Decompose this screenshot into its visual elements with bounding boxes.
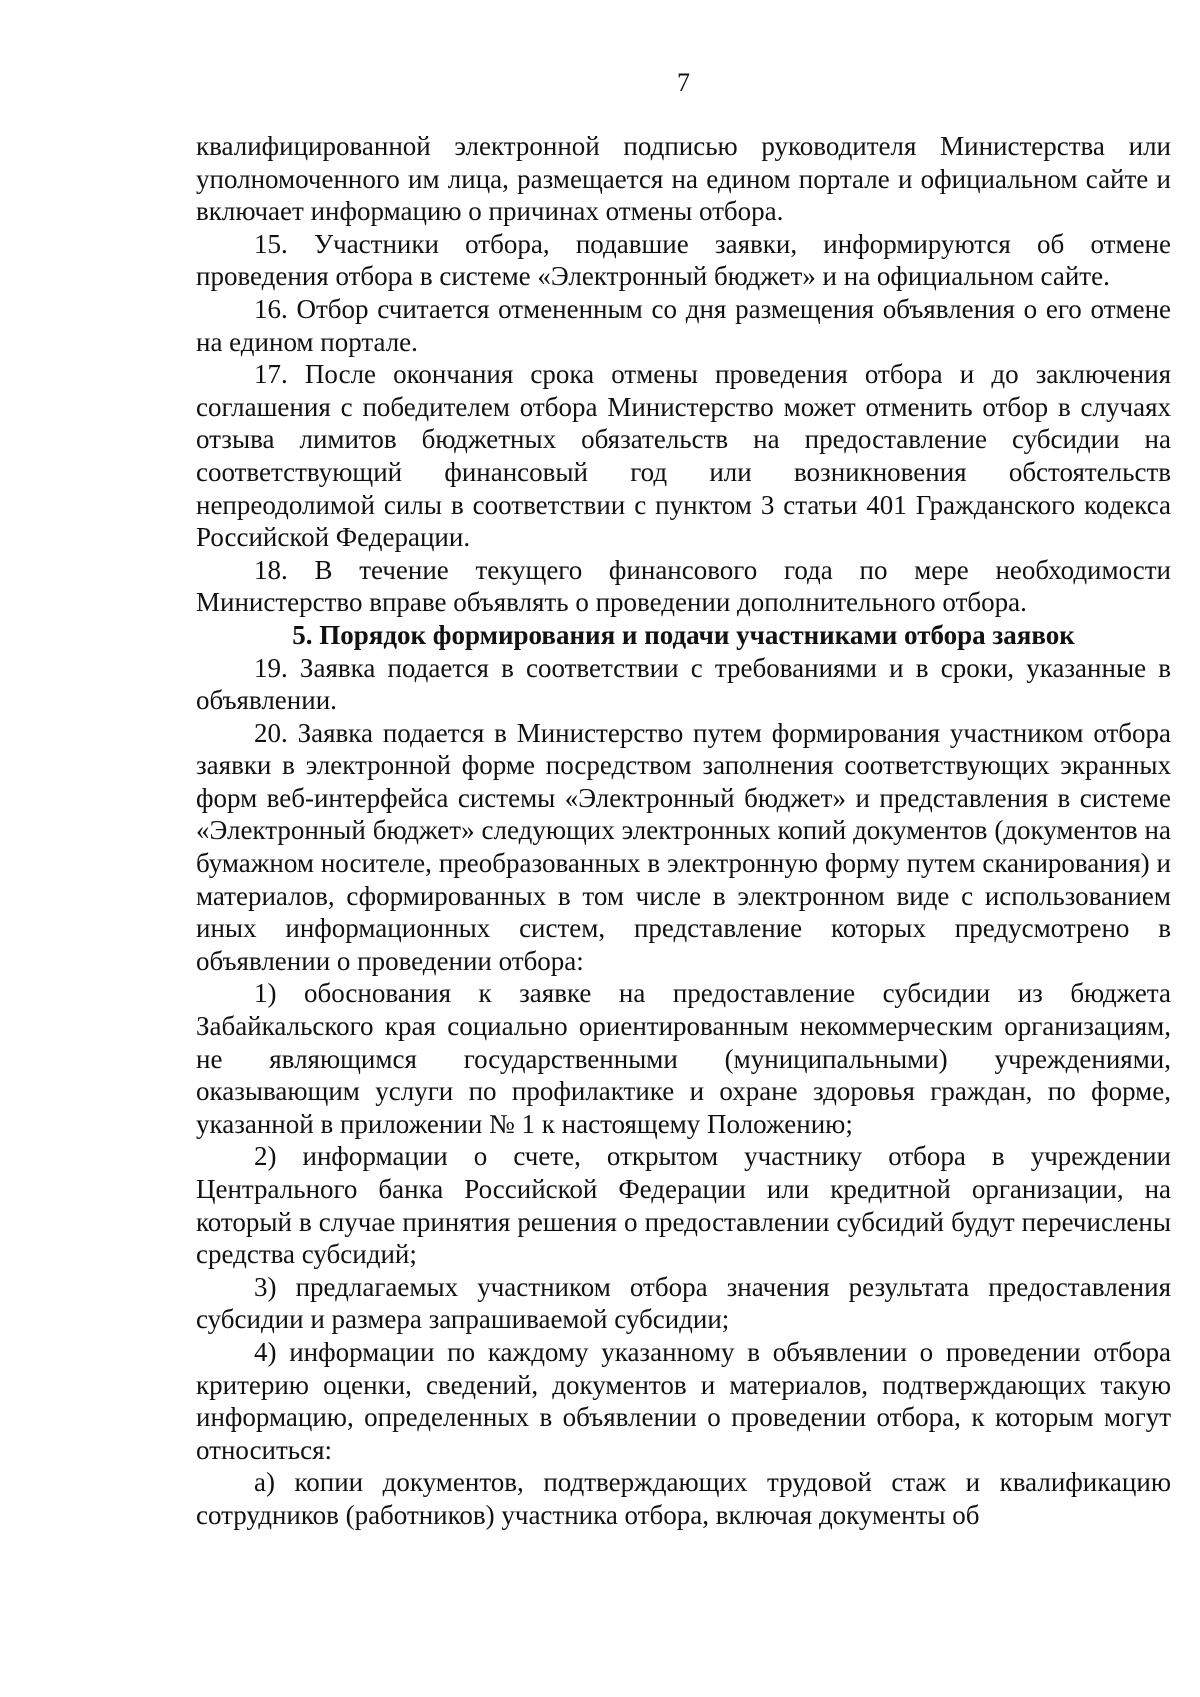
paragraph-19: 19. Заявка подается в соответствии с требованиями и в сроки, указанные в объявлении. [196, 652, 1171, 716]
paragraph-16: 16. Отбор считается отмененным со дня размещения объявления о его отмене на едином портале. [196, 293, 1171, 357]
section-heading: 5. Порядок формирования и подачи участниками отбора заявок [292, 619, 1075, 650]
paragraph-18: 18. В течение текущего финансового года по мере необходимости Министерство вправе объявлять о проведении дополнительного отбора. [196, 554, 1171, 618]
page-number: 7 [677, 68, 690, 97]
list-item-3: 3) предлагаемых участником отбора значения результата предоставления субсидии и размера запрашиваемой субсидии; [196, 1271, 1171, 1335]
paragraph-14-continuation: квалифицированной электронной подписью руководителя Министерства или уполномоченного им лица, размещается на едином портале и официальном сайте и включает информацию о причинах отмены отбора. [196, 131, 1171, 227]
paragraph-15: 15. Участники отбора, подавшие заявки, информируются об отмене проведения отбора в системе «Электронный бюджет» и на официальном сайте. [196, 228, 1171, 292]
document-body [196, 130, 1171, 1532]
list-item-1: 1) обоснования к заявке на предоставление субсидии из бюджета Забайкальского края социально ориентированным некоммерческим организациям, не являющимся государственными (муниципальными) учреждениями, оказывающим услуги по профилактике и охране здоровья граждан, по форме, указанной в приложении № 1 к настоящему Положению; [196, 978, 1171, 1139]
paragraph-20: 20. Заявка подается в Министерство путем формирования участником отбора заявки в электронной форме посредством заполнения соответствующих экранных форм веб-интерфейса системы «Электронный бюджет» и представления в системе «Электронный бюджет» следующих электронных копий документов (документов на бумажном носителе, преобразованных в электронную форму путем сканирования) и материалов, сформированных в том числе в электронном виде с использованием иных информационных систем, представление которых предусмотрено в объявлении о проведении отбора: [196, 717, 1171, 976]
paragraph-17: 17. После окончания срока отмены проведения отбора и до заключения соглашения с победителем отбора Министерство может отменить отбор в случаях отзыва лимитов бюджетных обязательств на предоставление субсидии на соответствующий финансовый год или возникновения обстоятельств непреодолимой силы в соответствии с пунктом 3 статьи 401 Гражданского кодекса Российской Федерации. [196, 359, 1171, 553]
list-item-2: 2) информации о счете, открытом участнику отбора в учреждении Центрального банка Российской Федерации или кредитной организации, на который в случае принятия решения о предоставлении субсидий будут перечислены средства субсидий; [196, 1141, 1171, 1270]
list-item-4: 4) информации по каждому указанному в объявлении о проведении отбора критерию оценки, сведений, документов и материалов, подтверждающих такую информацию, определенных в объявлении о проведении отбора, к которым могут относиться: [196, 1336, 1171, 1465]
sub-item-a: а) копии документов, подтверждающих трудовой стаж и квалификацию сотрудников (работников) участника отбора, включая документы об [196, 1467, 1171, 1530]
